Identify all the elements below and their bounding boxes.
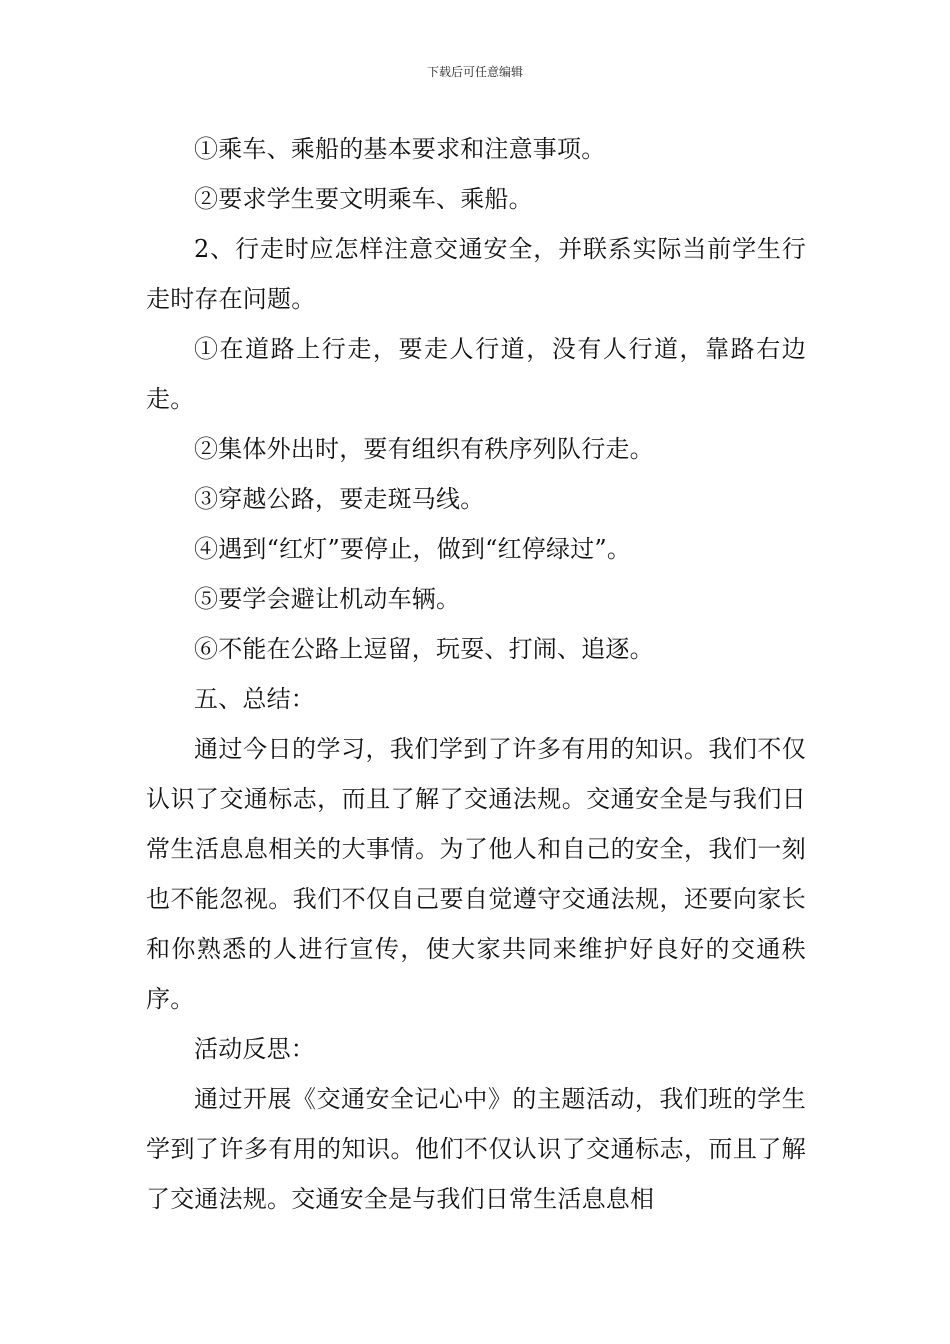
document-body	[146, 124, 806, 1224]
paragraph-yield-vehicles: ⑤要学会避让机动车辆。	[194, 585, 461, 613]
paragraph-zebra-crossing: ③穿越公路，要走斑马线。	[194, 485, 485, 513]
section-heading-reflection: 活动反思：	[194, 1035, 315, 1063]
paragraph-reflection: 通过开展《交通安全记心中》的主题活动，我们班的学生学到了许多有用的知识。他们不仅认识了交通标志，而且了解了交通法规。交通安全是与我们日常生活息息相	[146, 1085, 806, 1213]
paragraph-walking-safety-heading: 2、行走时应怎样注意交通安全，并联系实际当前学生行走时存在问题。	[146, 235, 806, 313]
section-heading-summary: 五、总结：	[194, 685, 315, 713]
page-header-note: 下载后可任意编辑	[426, 65, 523, 79]
paragraph-civilized-riding: ②要求学生要文明乘车、乘船。	[194, 185, 533, 213]
paragraph-red-light: ④遇到“红灯”要停止，做到“红停绿过”。	[194, 535, 632, 563]
paragraph-group-outing: ②集体外出时，要有组织有秩序列队行走。	[194, 435, 654, 463]
paragraph-summary: 通过今日的学习，我们学到了许多有用的知识。我们不仅认识了交通标志，而且了解了交通法规。交通安全是与我们日常生活息息相关的大事情。为了他人和自己的安全，我们一刻也不能忽视。我们不仅自己要自觉遵守交通法规，还要向家长和你熟悉的人进行宣传，使大家共同来维护好良好的交通秩序。	[146, 735, 806, 1013]
paragraph-walk-sidewalk: ①在道路上行走，要走人行道，没有人行道，靠路右边走。	[146, 335, 806, 413]
paragraph-no-playing-road: ⑥不能在公路上逗留，玩耍、打闹、追逐。	[194, 635, 654, 663]
paragraph-ride-requirements: ①乘车、乘船的基本要求和注意事项。	[194, 135, 606, 163]
